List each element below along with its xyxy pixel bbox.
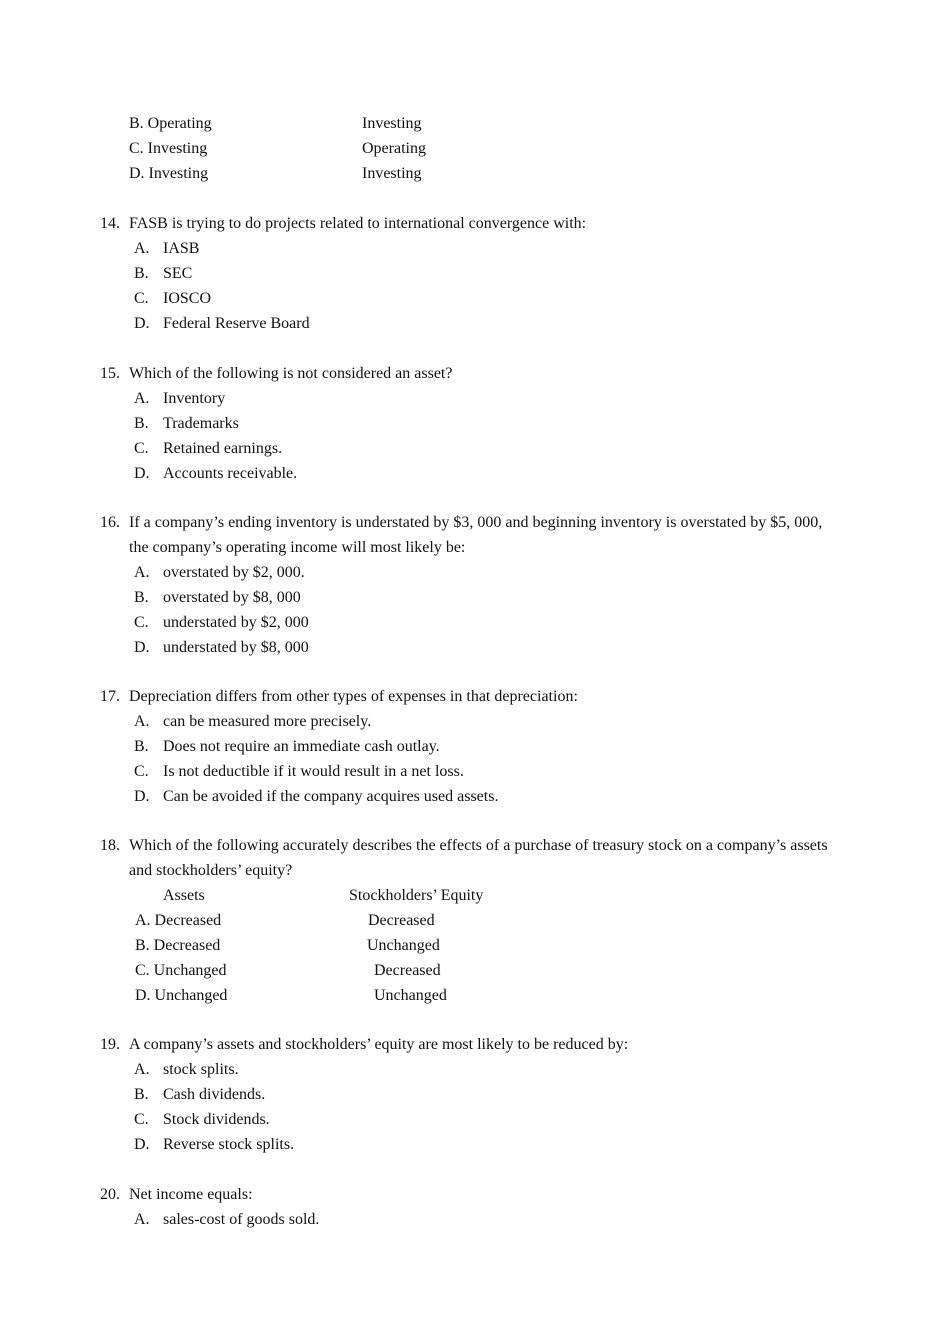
q14-option-a-letter: A. [134,240,150,257]
q14-option-b-text: SEC [163,265,193,282]
q13-row-d-left: D. Investing [129,165,209,182]
q19-option-b-text: Cash dividends. [163,1086,266,1103]
q17-option-b-text: Does not require an immediate cash outlay. [163,738,440,755]
q17-option-a-letter: A. [134,713,150,730]
q16-option-b-letter: B. [134,589,149,606]
q17-option-d-text: Can be avoided if the company acquires used assets. [163,788,499,805]
q16-option-c-letter: C. [134,614,149,631]
q19-option-a-letter: A. [134,1061,150,1078]
q19-option-d-text: Reverse stock splits. [163,1136,295,1153]
q18-header-equity: Stockholders’ Equity [349,887,484,904]
q14-option-c-letter: C. [134,290,149,307]
q19-number: 19. [100,1036,120,1053]
q20-question: Net income equals: [129,1186,253,1203]
q16-option-a-text: overstated by $2, 000. [163,564,305,581]
q14-option-c-text: IOSCO [163,290,212,307]
q16-option-d-letter: D. [134,639,150,656]
q18-question-line2: and stockholders’ equity? [129,862,293,879]
q16-option-a-letter: A. [134,564,150,581]
q13-row-b-right: Investing [362,115,422,132]
q18-header-assets: Assets [163,887,205,904]
q14-option-b-letter: B. [134,265,149,282]
q18-row-c-left: C. Unchanged [135,962,227,979]
q15-option-c-letter: C. [134,440,149,457]
q17-number: 17. [100,688,120,705]
q15-option-b-text: Trademarks [163,415,239,432]
q16-question-line1: If a company’s ending inventory is understated by $3, 000 and beginning inventory is overstated by $5, 000, [129,514,823,531]
q19-option-a-text: stock splits. [163,1061,239,1078]
q19-option-d-letter: D. [134,1136,150,1153]
q15-option-b-letter: B. [134,415,149,432]
q17-question: Depreciation differs from other types of expenses in that depreciation: [129,688,578,705]
q16-question-line2: the company’s operating income will most likely be: [129,539,466,556]
q13-row-c-left: C. Investing [129,140,208,157]
q15-option-a-letter: A. [134,390,150,407]
q18-row-a-left: A. Decreased [135,912,222,929]
q16-option-c-text: understated by $2, 000 [163,614,309,631]
q17-option-c-letter: C. [134,763,149,780]
q15-option-c-text: Retained earnings. [163,440,283,457]
q17-option-b-letter: B. [134,738,149,755]
q15-option-d-text: Accounts receivable. [163,465,298,482]
q18-row-b-left: B. Decreased [135,937,221,954]
q15-number: 15. [100,365,120,382]
q20-option-a-text: sales-cost of goods sold. [163,1211,320,1228]
q17-option-c-text: Is not deductible if it would result in a net loss. [163,763,464,780]
q17-option-a-text: can be measured more precisely. [163,713,372,730]
q18-number: 18. [100,837,120,854]
q14-number: 14. [100,215,120,232]
q19-question: A company’s assets and stockholders’ equity are most likely to be reduced by: [129,1036,629,1053]
q18-row-d-left: D. Unchanged [135,987,228,1004]
q15-option-a-text: Inventory [163,390,226,407]
q15-option-d-letter: D. [134,465,150,482]
q18-row-d-right: Unchanged [374,987,447,1004]
q19-option-c-letter: C. [134,1111,149,1128]
q13-row-d-right: Investing [362,165,422,182]
q17-option-d-letter: D. [134,788,150,805]
q20-number: 20. [100,1186,120,1203]
q18-row-a-right: Decreased [368,912,435,929]
q18-row-b-right: Unchanged [367,937,440,954]
q13-row-b-left: B. Operating [129,115,212,132]
q16-option-b-text: overstated by $8, 000 [163,589,301,606]
q20-option-a-letter: A. [134,1211,150,1228]
q14-option-d-text: Federal Reserve Board [163,315,310,332]
q16-option-d-text: understated by $8, 000 [163,639,309,656]
q19-option-c-text: Stock dividends. [163,1111,270,1128]
q14-option-d-letter: D. [134,315,150,332]
q16-number: 16. [100,514,120,531]
q14-option-a-text: IASB [163,240,200,257]
q14-question: FASB is trying to do projects related to international convergence with: [129,215,587,232]
q18-row-c-right: Decreased [374,962,441,979]
q13-row-c-right: Operating [362,140,426,157]
q15-question: Which of the following is not considered an asset? [129,365,453,382]
q18-question-line1: Which of the following accurately describes the effects of a purchase of treasury stock on a company’s assets [129,837,828,854]
q19-option-b-letter: B. [134,1086,149,1103]
